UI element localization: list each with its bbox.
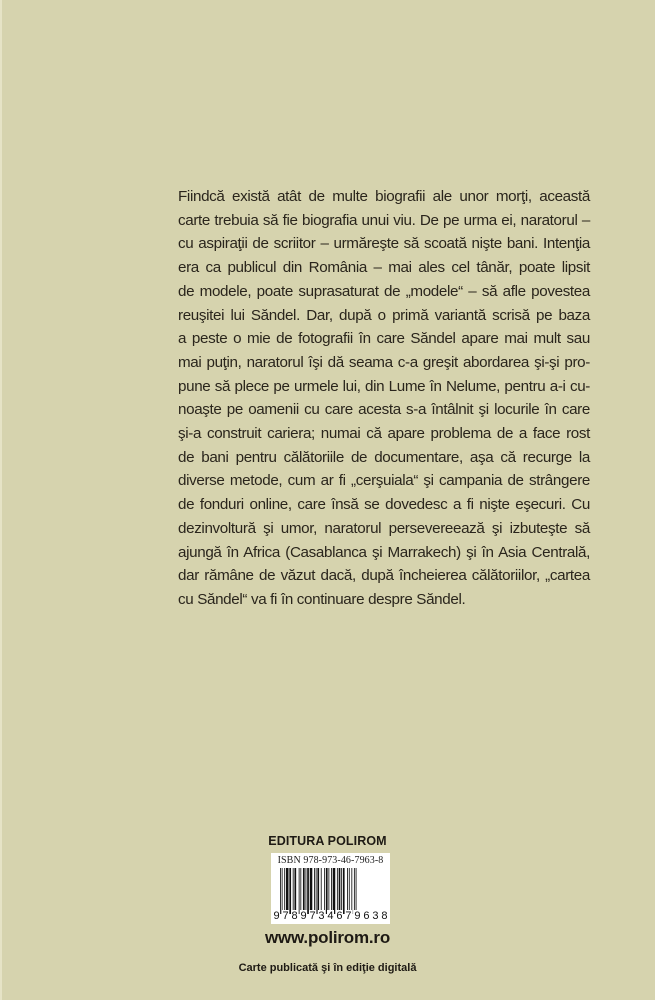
blurb-line: cu aspiraţii de scriitor – urmăreşte să scoată nişte bani. Intenţia — [178, 235, 590, 253]
barcode-digit: 3 — [372, 910, 379, 922]
barcode-digit: 7 — [345, 910, 352, 922]
blurb-line: carte trebuia să fie biografia unui viu. De pe urma ei, naratorul – — [178, 211, 590, 229]
blurb-line: noaşte pe oamenii cu care acesta s-a întâlnit şi locurile în care — [178, 401, 590, 419]
blurb-line: diverse metode, cum ar fi „cerşuiala“ şi campania de strângere — [178, 472, 590, 490]
blurb-line: era ca publicul din România – mai ales cel tânăr, poate lipsit — [178, 259, 590, 277]
blurb-line: a peste o mie de fotografii în care Săndel apare mai mult sau — [178, 330, 590, 348]
publisher-name: EDITURA POLIROM — [268, 834, 387, 848]
blurb-line: pune să plece pe urmele lui, din Lume în Nelume, pentru a-i cu- — [178, 377, 590, 395]
barcode-digit: 7 — [309, 910, 316, 922]
barcode-digit: 8 — [381, 910, 388, 922]
blurb-line: de modele, poate suprasaturat de „modele“ – să afle povestea — [178, 282, 590, 300]
publisher-website: www.polirom.ro — [264, 928, 390, 947]
blurb-line: dar rămâne de văzut dacă, după încheierea călătoriilor, „cartea — [178, 567, 590, 585]
barcode-digit: 9 — [354, 910, 361, 922]
blurb-line: cu Săndel“ va fi în continuare despre Săndel. — [178, 590, 466, 608]
barcode-digit: 6 — [336, 910, 343, 922]
cover-edge — [0, 0, 2, 1000]
blurb-line: mai puţin, naratorul îşi dă seama c-a greşit abordarea şi-şi pro- — [178, 353, 590, 371]
blurb-line: de fonduri online, care însă se dovedesc a fi nişte eşecuri. Cu — [178, 496, 590, 514]
isbn-barcode — [271, 853, 390, 924]
blurb-text — [178, 185, 590, 612]
blurb-line: şi-a construit cariera; numai că apare problema de a face rost — [178, 425, 590, 443]
blurb-line: Fiindcă există atât de multe biografii ale unor morţi, această — [178, 188, 590, 205]
blurb-line: de bani pentru călătoriile de documentare, aşa că recurge la — [178, 448, 590, 466]
barcode-digit: 9 — [273, 910, 280, 922]
blurb-line: dezinvoltură şi umor, naratorul persevereează şi izbuteşte să — [178, 519, 590, 537]
barcode-digit: 4 — [327, 910, 334, 922]
barcode-digits — [273, 910, 388, 922]
isbn-label: ISBN 978-973-46-7963-8 — [277, 855, 384, 866]
barcode-digit: 7 — [282, 910, 289, 922]
barcode-digit: 8 — [291, 910, 298, 922]
barcode-digit: 3 — [318, 910, 325, 922]
blurb-line: ajungă în Africa (Casablanca şi Marrakech) şi în Asia Centrală, — [178, 543, 590, 561]
barcode-digit: 9 — [300, 910, 307, 922]
blurb-line: reuşitei lui Săndel. Dar, după o primă variantă scrisă pe baza — [178, 306, 590, 324]
barcode-bars-icon — [280, 868, 383, 914]
digital-edition-note: Carte publicată şi în ediţie digitală — [238, 962, 417, 974]
barcode-digit: 6 — [363, 910, 370, 922]
